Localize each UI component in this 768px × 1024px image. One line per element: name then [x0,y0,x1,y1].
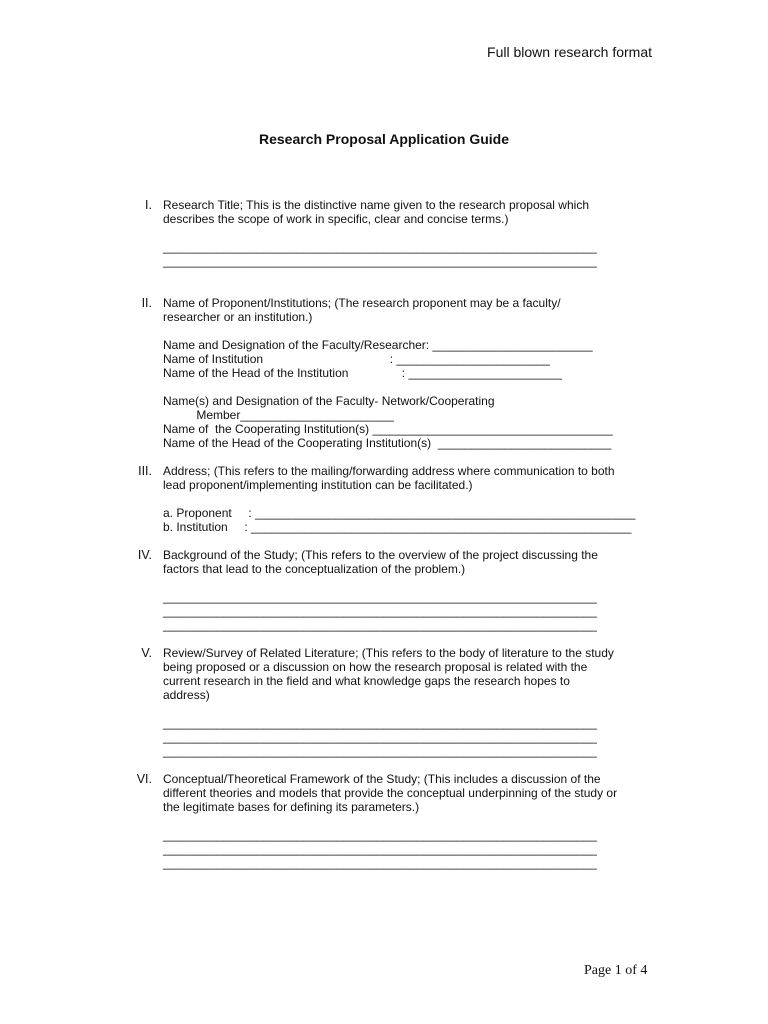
field-line[interactable]: Name of Institution : _______________________ [163,352,550,366]
description-line: current research in the field and what knowledge gaps the research hopes to [163,674,570,688]
section-number: IV. [137,548,152,562]
blank-line[interactable]: _________________________________________________________________ [163,716,597,730]
blank-line[interactable]: _________________________________________________________________ [163,590,597,604]
field-line[interactable]: b. Institution : _________________________________________________________ [163,520,632,534]
section-body [163,548,653,632]
blank-line[interactable]: _________________________________________________________________ [163,240,597,254]
section-body [163,198,653,268]
field-line[interactable]: a. Proponent : _________________________________________________________ [163,506,636,520]
field-line[interactable]: Name of the Head of the Institution : _______________________ [163,366,562,380]
field-line[interactable]: Name of the Head of the Cooperating Institution(s) __________________________ [163,436,612,450]
description-line: describes the scope of work in specific, clear and concise terms.) [163,212,509,226]
description-line: the legitimate bases for defining its parameters.) [163,800,420,814]
section-number: I. [145,198,152,212]
description-line: different theories and models that provide the conceptual underpinning of the study or [163,786,618,800]
section-number: V. [141,646,152,660]
description-line: Background of the Study; (This refers to the overview of the project discussing the [163,548,598,562]
section-body [163,772,653,870]
section-body [163,646,653,758]
section-number: III. [138,464,152,478]
description-line: Research Title; This is the distinctive name given to the research proposal which [163,198,589,212]
section-number: II. [141,296,152,310]
description-line: Address; (This refers to the mailing/forwarding address where communication to both [163,464,615,478]
description-line: researcher or an institution.) [163,310,313,324]
section-body [163,296,653,450]
blank-line[interactable]: _________________________________________________________________ [163,744,597,758]
field-line: Name(s) and Designation of the Faculty- Network/Cooperating [163,394,495,408]
description-line: Name of Proponent/Institutions; (The research proponent may be a faculty/ [163,296,561,310]
blank-line[interactable]: _________________________________________________________________ [163,856,597,870]
field-line[interactable]: Name of the Cooperating Institution(s) ____________________________________ [163,422,613,436]
description-line: factors that lead to the conceptualization of the problem.) [163,562,466,576]
blank-line[interactable]: _________________________________________________________________ [163,604,597,618]
section-number: VI. [136,772,152,786]
field-line[interactable]: Member_______________________ [163,408,394,422]
blank-line[interactable]: _________________________________________________________________ [163,842,597,856]
blank-line[interactable]: _________________________________________________________________ [163,828,597,842]
blank-line[interactable]: _________________________________________________________________ [163,618,597,632]
header-note: Full blown research format [487,44,652,60]
field-line[interactable]: Name and Designation of the Faculty/Researcher: ________________________ [163,338,593,352]
description-line: lead proponent/implementing institution can be facilitated.) [163,478,473,492]
blank-line[interactable]: _________________________________________________________________ [163,730,597,744]
document-title: Research Proposal Application Guide [259,131,509,147]
page-number: Page 1 of 4 [584,963,648,978]
blank-line[interactable]: _________________________________________________________________ [163,254,597,268]
section-body [163,464,653,534]
description-line: address) [163,688,210,702]
description-line: Review/Survey of Related Literature; (This refers to the body of literature to the study [163,646,614,660]
description-line: Conceptual/Theoretical Framework of the Study; (This includes a discussion of the [163,772,601,786]
description-line: being proposed or a discussion on how the research proposal is related with the [163,660,588,674]
